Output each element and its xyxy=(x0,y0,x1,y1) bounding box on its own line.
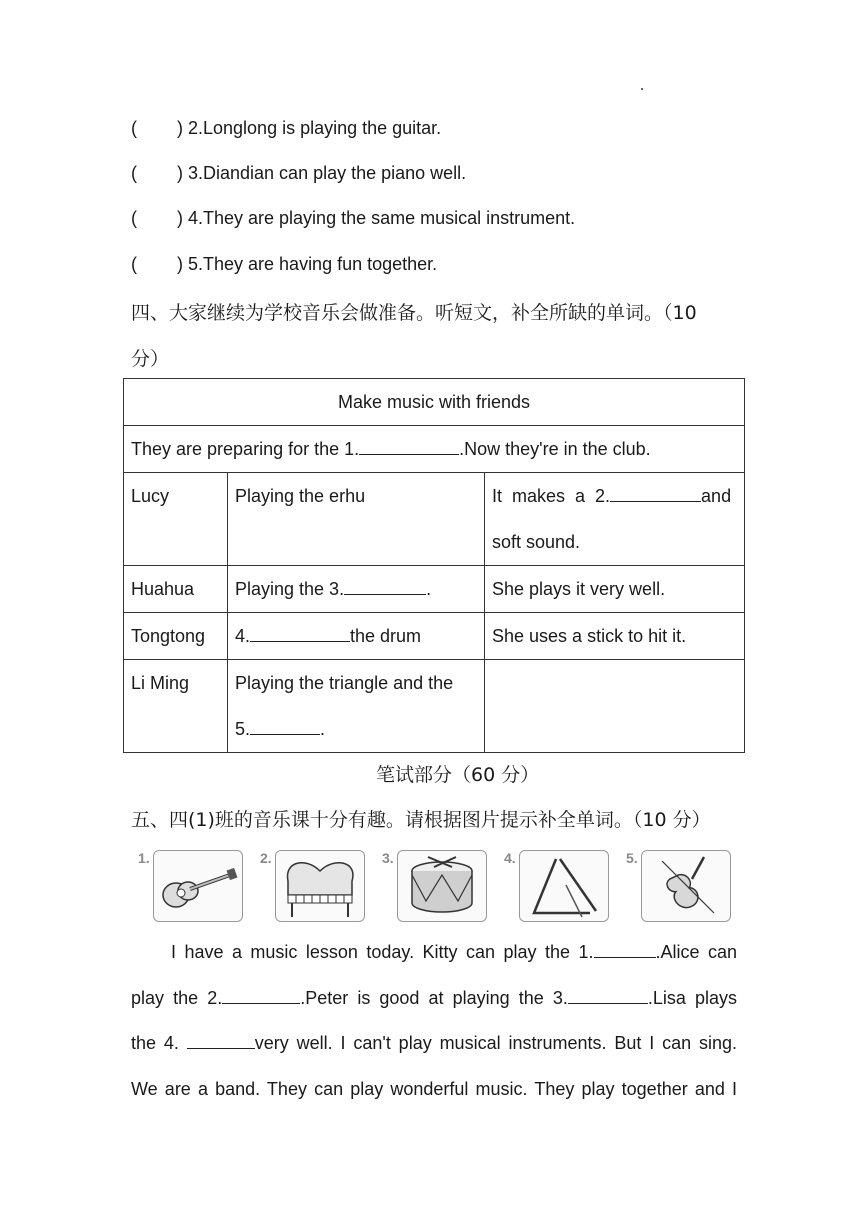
question-3: ( ) 3.Diandian can play the piano well. xyxy=(131,163,467,183)
speck xyxy=(641,88,643,90)
answer-blank[interactable] xyxy=(222,987,300,1004)
table-row xyxy=(124,379,745,426)
passage-line: play the 2. .Peter is good at playing the 3. .Lisa plays xyxy=(131,987,737,1008)
section4-heading-line2: 分） xyxy=(131,348,170,370)
picture-4: 4. xyxy=(504,848,610,922)
note-cell: She uses a stick to hit it. xyxy=(485,613,745,660)
answer-blank[interactable] xyxy=(250,625,350,642)
table-row xyxy=(124,566,745,613)
answer-blank[interactable] xyxy=(594,941,656,958)
passage-line: the 4. very well. I can't play musical instruments. But I can sing. xyxy=(131,1033,737,1053)
note-cell: She plays it very well. xyxy=(485,566,745,613)
picture-3: 3. xyxy=(382,848,488,922)
guitar-icon xyxy=(154,851,242,921)
answer-blank[interactable] xyxy=(568,987,648,1004)
table-row xyxy=(124,426,745,473)
written-section-heading: 笔试部分（60 分） xyxy=(376,764,540,786)
section5-heading: 五、四(1)班的音乐课十分有趣。请根据图片提示补全单词。（10 分） xyxy=(131,809,711,831)
activity-cell: Playing the erhu xyxy=(228,473,485,566)
name-cell: Tongtong xyxy=(124,613,228,660)
name-cell: Li Ming xyxy=(124,660,228,753)
activity-cell: 4. the drum xyxy=(228,613,485,660)
triangle-icon xyxy=(520,851,608,921)
answer-blank[interactable] xyxy=(610,485,701,502)
question-4: ( ) 4.They are playing the same musical instrument. xyxy=(131,208,576,228)
picture-2: 2. xyxy=(260,848,366,922)
table-row xyxy=(124,473,745,566)
table-row xyxy=(124,613,745,660)
passage-line: We are a band. They can play wonderful music. They play together and I xyxy=(131,1078,737,1099)
table-title: Make music with friends xyxy=(124,379,745,426)
question-2: ( ) 2.Longlong is playing the guitar. xyxy=(131,118,442,138)
answer-blank[interactable] xyxy=(344,578,426,595)
name-cell: Lucy xyxy=(124,473,228,566)
name-cell: Huahua xyxy=(124,566,228,613)
note-cell: It makes a 2. and soft sound. xyxy=(485,473,745,566)
picture-5: 5. xyxy=(626,848,732,922)
activity-cell: Playing the 3. . xyxy=(228,566,485,613)
table-row xyxy=(124,660,745,753)
music-table xyxy=(123,378,745,753)
answer-blank[interactable] xyxy=(250,718,320,735)
picture-1: 1. xyxy=(138,848,244,922)
picture-row xyxy=(138,848,738,922)
passage-line: I have a music lesson today. Kitty can play the 1. .Alice can xyxy=(171,942,737,962)
piano-icon xyxy=(276,851,364,921)
note-cell xyxy=(485,660,745,753)
passage xyxy=(131,930,737,1112)
question-5: ( ) 5.They are having fun together. xyxy=(131,254,438,274)
section4-heading-line1: 四、大家继续为学校音乐会做准备。听短文，补全所缺的单词。（10 xyxy=(131,302,697,324)
drum-icon xyxy=(398,851,486,921)
table-intro: They are preparing for the 1. .Now they're in the club. xyxy=(124,426,745,473)
activity-cell: Playing the triangle and the 5. . xyxy=(228,660,485,753)
answer-blank[interactable] xyxy=(359,438,459,455)
answer-blank[interactable] xyxy=(187,1032,255,1049)
violin-icon xyxy=(642,851,730,921)
